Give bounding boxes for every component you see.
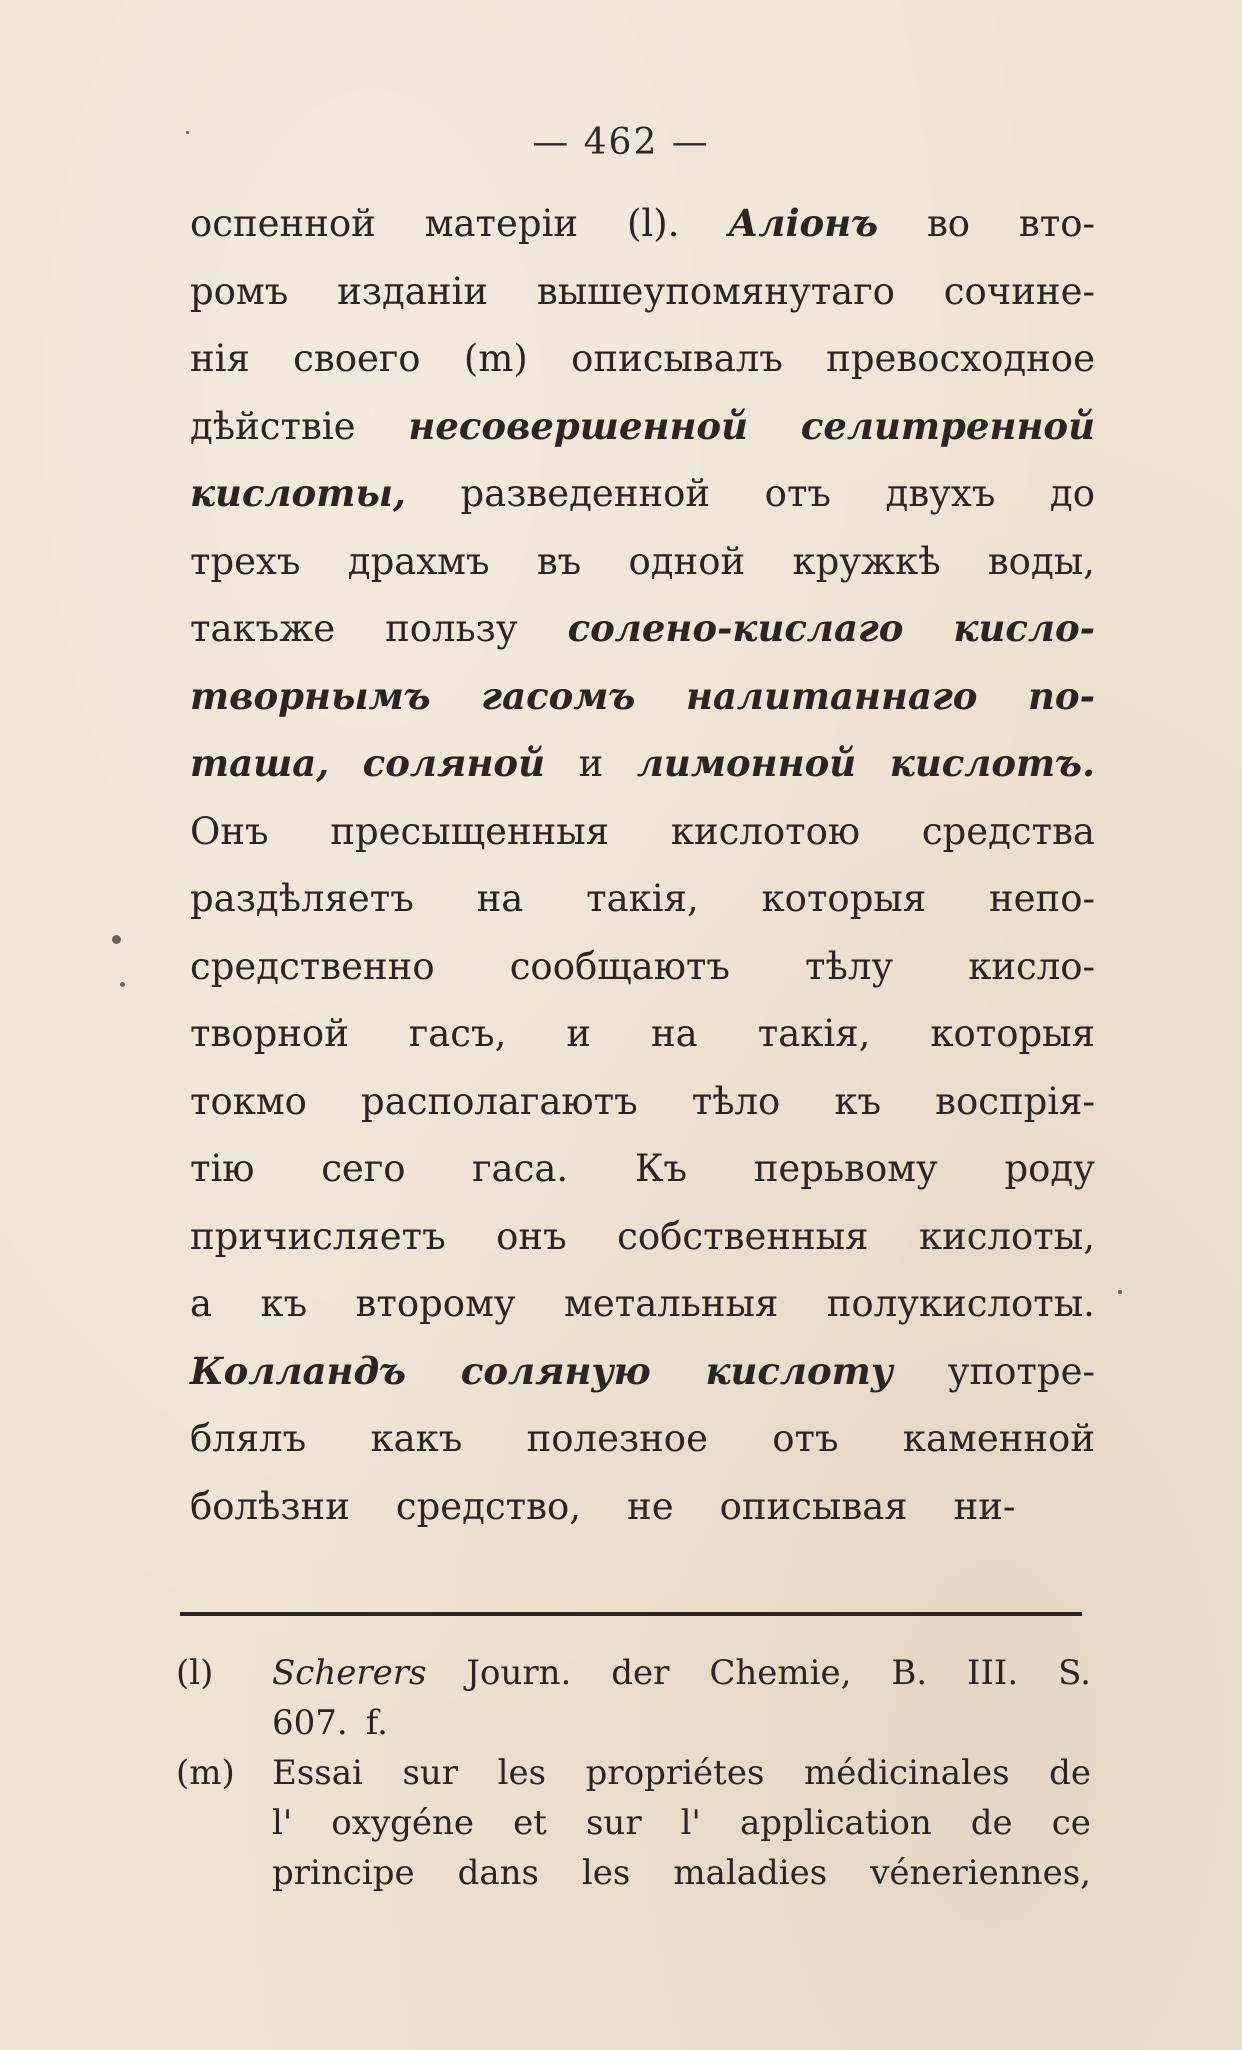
word: такія, xyxy=(757,1012,871,1055)
word: de xyxy=(970,1803,1013,1843)
word: отъ xyxy=(764,472,831,515)
word: нія xyxy=(190,337,250,380)
word: Essai xyxy=(272,1753,363,1793)
word: токмо xyxy=(190,1079,307,1123)
word: таша, xyxy=(190,741,330,785)
word: своего xyxy=(293,337,421,380)
word: les xyxy=(581,1853,631,1893)
word: на xyxy=(651,1012,698,1055)
word: такія, xyxy=(586,877,699,920)
word: l' xyxy=(680,1803,701,1843)
word: солено-кислаго xyxy=(567,606,904,650)
word: сочине- xyxy=(943,269,1095,313)
word: dans xyxy=(457,1853,539,1893)
word: превосходное xyxy=(826,337,1095,380)
word: médicinales xyxy=(803,1753,1010,1793)
word: пользу xyxy=(385,607,518,650)
word: до xyxy=(1049,472,1095,515)
word: какъ xyxy=(370,1417,463,1460)
word: sur xyxy=(585,1803,642,1843)
word: гаса. xyxy=(472,1147,569,1190)
word: одной xyxy=(628,539,746,583)
word: ce xyxy=(1051,1803,1091,1843)
footnote-line xyxy=(176,1848,1091,1898)
word: l' xyxy=(272,1803,293,1843)
word: къ xyxy=(834,1079,882,1123)
paper-speck xyxy=(112,935,121,944)
word: тію xyxy=(190,1147,255,1190)
text-line xyxy=(190,1203,1095,1271)
text-line xyxy=(190,393,1095,461)
word: полукислоты. xyxy=(826,1282,1095,1325)
word: Scherers xyxy=(272,1653,427,1693)
text-line xyxy=(190,1338,1095,1406)
word: на xyxy=(476,877,524,920)
paper-speck xyxy=(186,131,189,134)
word: application xyxy=(739,1803,932,1843)
footnote-line xyxy=(176,1798,1091,1848)
word: каменной xyxy=(902,1417,1095,1460)
word: (l). xyxy=(626,202,680,245)
word: онъ xyxy=(496,1214,567,1258)
text-line xyxy=(190,1405,1095,1473)
word: налитаннаго xyxy=(685,673,978,718)
word: второму xyxy=(355,1282,516,1325)
word: B. xyxy=(891,1653,928,1693)
word: et xyxy=(513,1803,547,1843)
word: трехъ xyxy=(190,539,301,583)
word: во xyxy=(926,202,971,245)
word: и xyxy=(578,742,604,785)
word: причисляетъ xyxy=(190,1214,446,1258)
word: de xyxy=(1049,1753,1091,1793)
word: ромъ xyxy=(190,269,289,313)
word: Колландъ xyxy=(190,1348,407,1393)
word: кислоты, xyxy=(190,471,406,515)
text-line xyxy=(190,730,1095,798)
word: Онъ xyxy=(190,809,269,853)
word: пресыщенныя xyxy=(330,809,610,853)
word: раздѣляетъ xyxy=(190,877,414,920)
text-line xyxy=(190,190,1095,258)
text-line xyxy=(190,460,1095,528)
word: les xyxy=(497,1753,547,1793)
word: творнымъ xyxy=(190,673,431,718)
text-line xyxy=(190,1473,1095,1541)
footnotes xyxy=(176,1648,1091,1898)
word: Journ. xyxy=(466,1653,572,1693)
word: f. xyxy=(365,1703,388,1743)
word: а xyxy=(190,1282,213,1325)
word: располагаютъ xyxy=(361,1079,638,1123)
word: кисло- xyxy=(968,944,1095,988)
word: средственно xyxy=(190,944,435,988)
word: сообщаютъ xyxy=(509,944,730,988)
page-number: — 462 — xyxy=(532,122,710,163)
footnote-line xyxy=(176,1748,1091,1798)
text-line xyxy=(190,595,1095,663)
footnote-text xyxy=(272,1648,1091,1698)
word: непо- xyxy=(988,877,1095,920)
word: Chemie, xyxy=(709,1653,852,1693)
word: полезное xyxy=(526,1417,708,1460)
footnote-text xyxy=(272,1698,1091,1748)
word: véneriennes, xyxy=(870,1853,1091,1893)
word: кислоты, xyxy=(919,1214,1095,1258)
word: по- xyxy=(1028,673,1095,718)
word: воспрія- xyxy=(935,1079,1095,1123)
word: отъ xyxy=(772,1417,839,1460)
footnote-text xyxy=(272,1848,1091,1898)
text-line xyxy=(190,865,1095,933)
word: несовершенной xyxy=(408,403,749,448)
word: роду xyxy=(1004,1147,1095,1190)
text-line xyxy=(190,933,1095,1001)
word: оспенной xyxy=(190,202,376,245)
word: не xyxy=(627,1484,674,1528)
word: употре- xyxy=(947,1349,1095,1393)
word: sur xyxy=(402,1753,459,1793)
word: творной xyxy=(190,1012,349,1055)
text-line xyxy=(190,258,1095,326)
word: такъже xyxy=(190,607,336,650)
footnote-text xyxy=(272,1748,1091,1798)
word: селитренной xyxy=(800,403,1095,448)
text-line xyxy=(190,325,1095,393)
word: которыя xyxy=(930,1012,1095,1055)
word: propriétes xyxy=(585,1753,765,1793)
text-line xyxy=(190,1068,1095,1136)
word: кружкѣ xyxy=(792,539,941,583)
word: и xyxy=(566,1012,591,1055)
word: драхмъ xyxy=(347,539,490,583)
footnote-text xyxy=(272,1798,1091,1848)
word: матеріи xyxy=(424,202,579,245)
word: въ xyxy=(536,539,582,583)
word: болѣзни xyxy=(190,1484,350,1528)
paper-speck xyxy=(1118,1290,1122,1294)
word: principe xyxy=(272,1853,415,1893)
word: средства xyxy=(921,809,1095,853)
footnote-mark: (l) xyxy=(176,1653,214,1693)
word: средство, xyxy=(395,1484,582,1528)
word: кисло- xyxy=(953,606,1095,650)
word: перьвому xyxy=(753,1147,938,1190)
word: метальныя xyxy=(564,1282,779,1325)
word: der xyxy=(611,1653,670,1693)
word: S. xyxy=(1058,1653,1091,1693)
word: гасъ, xyxy=(408,1012,507,1055)
word: Къ xyxy=(634,1147,688,1190)
word: кислотъ. xyxy=(889,741,1095,785)
word: кислотою xyxy=(670,809,861,853)
word: разведенной xyxy=(460,472,711,515)
word: вто- xyxy=(1018,202,1095,245)
word: вышеупомянутаго xyxy=(536,269,895,313)
word: сего xyxy=(321,1147,406,1190)
word: Аліонъ xyxy=(728,201,879,245)
word: двухъ xyxy=(885,472,996,515)
word: oxygéne xyxy=(331,1803,475,1843)
word: описывалъ xyxy=(571,337,783,380)
footnote-line xyxy=(176,1648,1091,1698)
text-line xyxy=(190,1270,1095,1338)
word: (m) xyxy=(463,337,528,380)
text-line xyxy=(190,528,1095,596)
word: лимонной xyxy=(636,741,857,785)
word: соляную xyxy=(460,1348,651,1393)
word: къ xyxy=(260,1282,308,1325)
word: соляной xyxy=(362,741,546,785)
word: дѣйствіе xyxy=(190,404,356,448)
word: описывая xyxy=(719,1484,908,1528)
paper-speck xyxy=(120,982,125,987)
word: блялъ xyxy=(190,1417,307,1460)
text-line xyxy=(190,798,1095,866)
word: maladies xyxy=(673,1853,828,1893)
text-line xyxy=(190,1000,1095,1068)
word: которыя xyxy=(761,877,927,920)
footnote-mark: (m) xyxy=(176,1753,235,1793)
text-line xyxy=(190,663,1095,731)
word: воды, xyxy=(987,539,1095,583)
word: тѣло xyxy=(691,1079,781,1123)
word: 607. xyxy=(272,1703,348,1743)
footnote-divider xyxy=(180,1612,1082,1616)
word: изданіи xyxy=(337,269,488,313)
word: тѣлу xyxy=(805,944,894,988)
word: III. xyxy=(967,1653,1019,1693)
text-line xyxy=(190,1135,1095,1203)
word: собственныя xyxy=(617,1214,869,1258)
main-text xyxy=(190,190,1095,1540)
word: гасомъ xyxy=(481,673,636,718)
word: ни- xyxy=(953,1484,1016,1528)
footnote-line xyxy=(176,1698,1091,1748)
word: кислоту xyxy=(705,1348,893,1393)
